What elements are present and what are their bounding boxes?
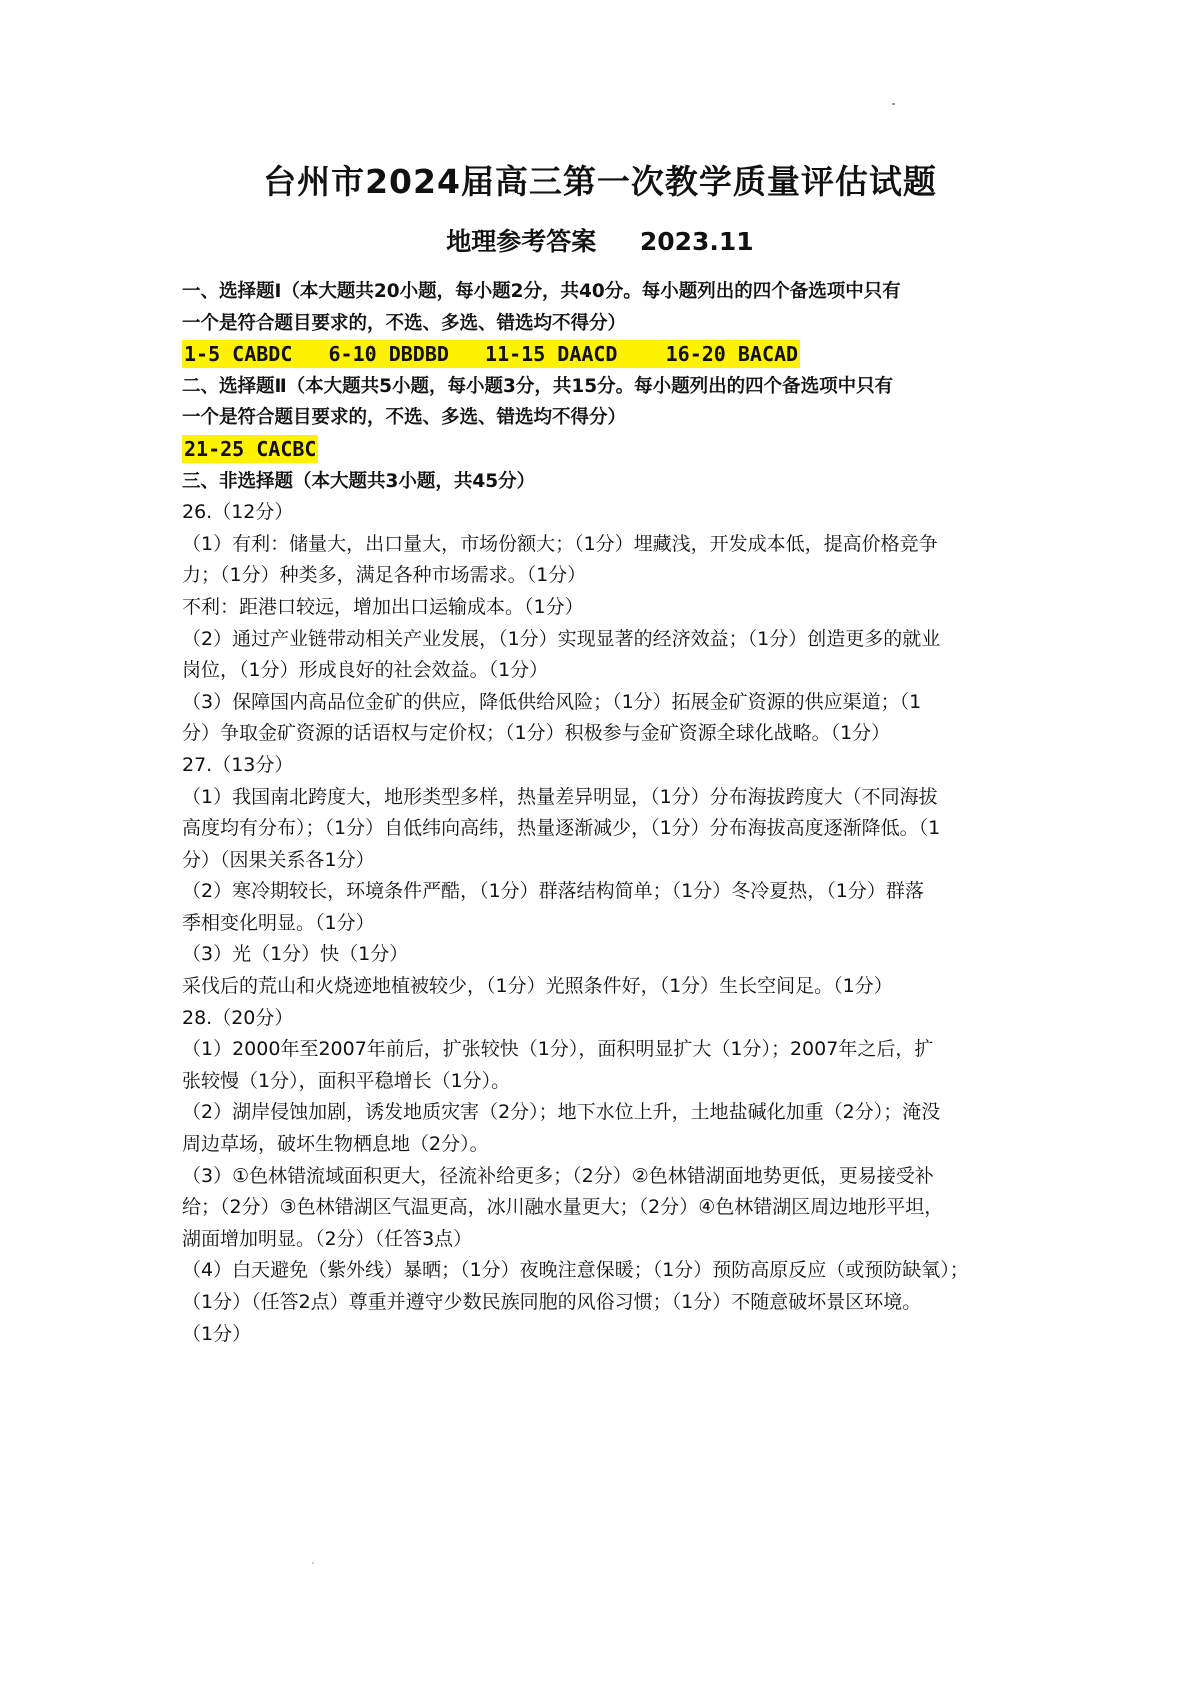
q27-line: 采伐后的荒山和火烧迹地植被较少，（1分）光照条件好，（1分）生长空间足。（1分）: [182, 975, 893, 998]
q28-line: 张较慢（1分），面积平稳增长（1分）。: [182, 1069, 511, 1092]
scan-speck: [892, 103, 895, 105]
q28-line: （4）白天避免（紫外线）暴晒；（1分）夜晚注意保暖；（1分）预防高原反应（或预防缺氧）；: [182, 1259, 969, 1282]
section1-heading-line2: 一个是符合题目要求的，不选、多选、错选均不得分）: [182, 312, 627, 334]
document-title: 台州市2024届高三第一次教学质量评估试题: [263, 162, 937, 201]
q27-line: 分）（因果关系各1分）: [182, 848, 375, 871]
q26-line: （3）保障国内高品位金矿的供应，降低供给风险；（1分）拓展金矿资源的供应渠道；（1: [182, 690, 922, 713]
q27-line: （3）光（1分）快（1分）: [182, 943, 409, 966]
document-subtitle: 地理参考答案 2023.11: [446, 227, 754, 256]
section2-answers-line: [182, 434, 1028, 466]
q28-line: （3）①色林错流域面积更大，径流补给更多；（2分）②色林错湖面地势更低，更易接受补: [182, 1164, 934, 1187]
q27-line: （2）寒冷期较长，环境条件严酷，（1分）群落结构简单；（1分）冬冷夏热，（1分）群落: [182, 880, 924, 903]
q26-label: 26.（12分）: [182, 501, 294, 524]
q28-line: （1）2000年至2007年前后，扩张较快（1分），面积明显扩大（1分）；2007年之后，扩: [182, 1038, 934, 1061]
q26-line: （2）通过产业链带动相关产业发展，（1分）实现显著的经济效益；（1分）创造更多的就业: [182, 627, 941, 650]
q26-line: 不利：距港口较远，增加出口运输成本。（1分）: [182, 595, 584, 618]
section2-heading-line1: 二、选择题Ⅱ（本大题共5小题，每小题3分，共15分。每小题列出的四个备选项中只有: [182, 375, 894, 397]
q27-label: 27.（13分）: [182, 753, 294, 776]
q28-line: 给；（2分）③色林错湖区气温更高，冰川融水量更大；（2分）④色林错湖区周边地形平坦，: [182, 1196, 944, 1219]
q28-line: 湖面增加明显。（2分）（任答3点）: [182, 1227, 473, 1250]
section1-answers-line: [182, 339, 1028, 371]
section1-heading-line1: 一、选择题Ⅰ（本大题共20小题，每小题2分，共40分。每小题列出的四个备选项中只有: [182, 281, 901, 302]
q28-line: 周边草场，破坏生物栖息地（2分）。: [182, 1133, 489, 1156]
q27-line: （1）我国南北跨度大，地形类型多样，热量差异明显，（1分）分布海拔跨度大（不同海拔: [182, 785, 938, 808]
q26-line: 分）争取金矿资源的话语权与定价权；（1分）积极参与金矿资源全球化战略。（1分）: [182, 722, 891, 745]
section3-heading: 三、非选择题（本大题共3小题，共45分）: [182, 470, 536, 492]
q26-line: （1）有利：储量大，出口量大，市场份额大；（1分）埋藏浅，开发成本低，提高价格竞争: [182, 532, 938, 555]
section2-answers: 21-25 CACBC: [184, 436, 317, 461]
q28-label: 28.（20分）: [182, 1006, 294, 1029]
q28-line: （1分）: [182, 1322, 252, 1345]
q28-line: （1分）（任答2点）尊重并遵守少数民族同胞的风俗习惯；（1分）不随意破坏景区环境。: [182, 1291, 922, 1313]
section2-heading-line2: 一个是符合题目要求的，不选、多选、错选均不得分）: [182, 407, 627, 429]
q26-line: 力；（1分）种类多，满足各种市场需求。（1分）: [182, 564, 587, 587]
q27-line: 高度均有分布）；（1分）自低纬向高纬，热量逐渐减少，（1分）分布海拔高度逐渐降低。（1: [182, 817, 941, 840]
q27-line: 季相变化明显。（1分）: [182, 911, 375, 934]
answer-content: [182, 276, 1028, 1350]
scan-speck: [312, 1562, 314, 1564]
q28-line: （2）湖岸侵蚀加剧，诱发地质灾害（2分）；地下水位上升，土地盐碱化加重（2分）；淹没: [182, 1101, 941, 1124]
section1-answers: 1-5 CABDC 6-10 DBDBD 11-15 DAACD 16-20 BACAD: [184, 342, 799, 367]
q26-line: 岗位，（1分）形成良好的社会效益。（1分）: [182, 659, 549, 682]
